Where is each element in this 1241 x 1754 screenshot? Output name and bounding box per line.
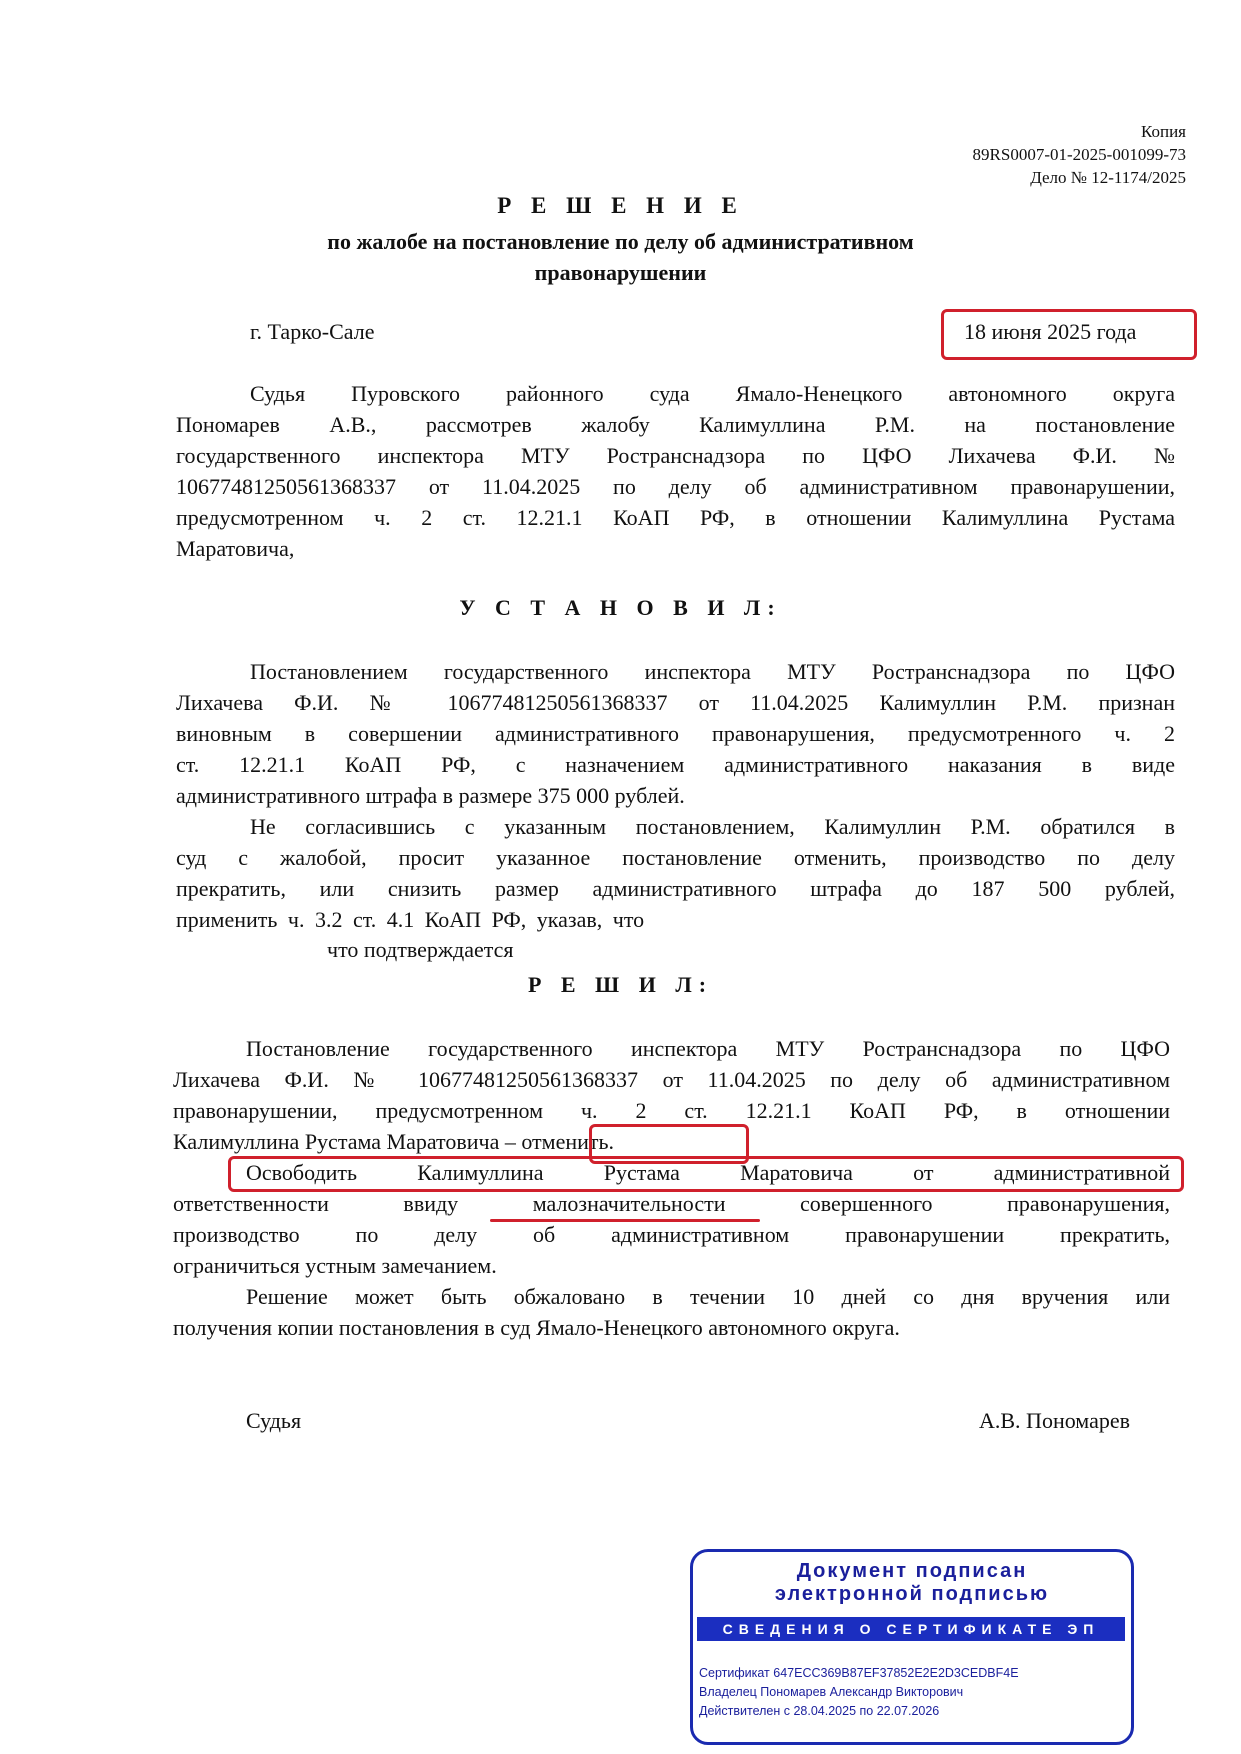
intro-line: Пономарев А.В., рассмотрев жалобу Калимуллина Р.М. на постановление (176, 412, 1175, 437)
established-line: виновным в совершении административного правонарушения, предусмотренного ч. 2 (176, 721, 1175, 746)
decided-line: производство по делу об административном правонарушении прекратить, (173, 1222, 1170, 1247)
decided-line: ограничиться устным замечанием. (173, 1253, 497, 1278)
stamp-title-2: электронной подписью (774, 1583, 1050, 1605)
date-highlight-box (941, 309, 1197, 360)
intro-line: Маратовича, (176, 536, 295, 561)
stamp-title-1: Документ подписан (796, 1560, 1028, 1582)
stamp-certificate: Сертификат 647ECC369B87EF37852E2E2D3CEDBF4E (699, 1666, 1019, 1680)
decision-date: 18 июня 2025 года (964, 319, 1137, 344)
established-line: применить ч. 3.2 ст. 4.1 КоАП РФ, указав, что (176, 907, 645, 932)
established-line: Постановлением государственного инспектора МТУ Ространснадзора по ЦФО (250, 659, 1175, 684)
electronic-signature-stamp (690, 1549, 1134, 1745)
document-subtitle (0, 226, 1241, 288)
judge-label: Судья (246, 1408, 302, 1433)
established-line: Лихачева Ф.И. № 10677481250561368337 от 11.04.2025 Калимуллин Р.М. признан (176, 690, 1175, 715)
decided-line: получения копии постановления в суд Ямало-Ненецкого автономного округа. (173, 1315, 900, 1340)
section-established-heading: У С Т А Н О В И Л: (459, 595, 782, 620)
stamp-validity: Действителен с 28.04.2025 по 22.07.2026 (699, 1704, 940, 1718)
intro-line: Судья Пуровского районного суда Ямало-Ненецкого автономного округа (250, 381, 1175, 406)
decided-line: Решение может быть обжаловано в течении 10 дней со дня вручения или (246, 1284, 1170, 1309)
stamp-owner: Владелец Пономарев Александр Викторович (699, 1685, 964, 1699)
decided-line: правонарушении, предусмотренном ч. 2 ст. 12.21.1 КоАП РФ, в отношении (173, 1098, 1170, 1123)
case-number: Дело № 12-1174/2025 (1030, 168, 1186, 187)
decided-line: ответственности ввиду малозначительности совершенного правонарушения, (173, 1191, 1170, 1216)
subtitle-line-1: по жалобе на постановление по делу об административном (327, 229, 914, 254)
decided-line: Освободить Калимуллина Рустама Маратовича от административной (246, 1160, 1170, 1185)
established-line: административного штрафа в размере 375 000 рублей. (176, 783, 685, 808)
release-highlight-box (228, 1156, 1184, 1192)
subtitle-line-2: правонарушении (534, 260, 707, 285)
place: г. Тарко-Сале (250, 319, 375, 344)
decided-line: Лихачева Ф.И. № 10677481250561368337 от 11.04.2025 по делу об административном (173, 1067, 1170, 1092)
case-uid: 89RS0007-01-2025-001099-73 (972, 145, 1186, 164)
established-line: ст. 12.21.1 КоАП РФ, с назначением административного наказания в виде (176, 752, 1175, 777)
judge-name: А.В. Пономарев (979, 1408, 1130, 1433)
established-line: суд с жалобой, просит указанное постановление отменить, производство по делу (176, 845, 1175, 870)
intro-line: предусмотренном ч. 2 ст. 12.21.1 КоАП РФ, в отношении Калимуллина Рустама (176, 505, 1175, 530)
intro-line: государственного инспектора МТУ Ространснадзора по ЦФО Лихачева Ф.И. № (176, 443, 1175, 468)
copy-mark: Копия (1140, 122, 1186, 141)
stamp-cert-bar: СВЕДЕНИЯ О СЕРТИФИКАТЕ ЭП (697, 1617, 1125, 1641)
confirmed-text: что подтверждается (327, 937, 514, 962)
decided-line: Постановление государственного инспектора МТУ Ространснадзора по ЦФО (246, 1036, 1170, 1061)
established-line: прекратить, или снизить размер административного штрафа до 187 500 рублей, (176, 876, 1175, 901)
established-line: Не согласившись с указанным постановлением, Калимуллин Р.М. обратился в (250, 814, 1175, 839)
document-title: Р Е Ш Е Н И Е (497, 193, 744, 218)
intro-line: 10677481250561368337 от 11.04.2025 по делу об административном правонарушении, (176, 474, 1175, 499)
section-decided-heading: Р Е Ш И Л: (527, 972, 714, 997)
decided-line: Калимуллина Рустама Маратовича – отменить. (173, 1129, 615, 1154)
